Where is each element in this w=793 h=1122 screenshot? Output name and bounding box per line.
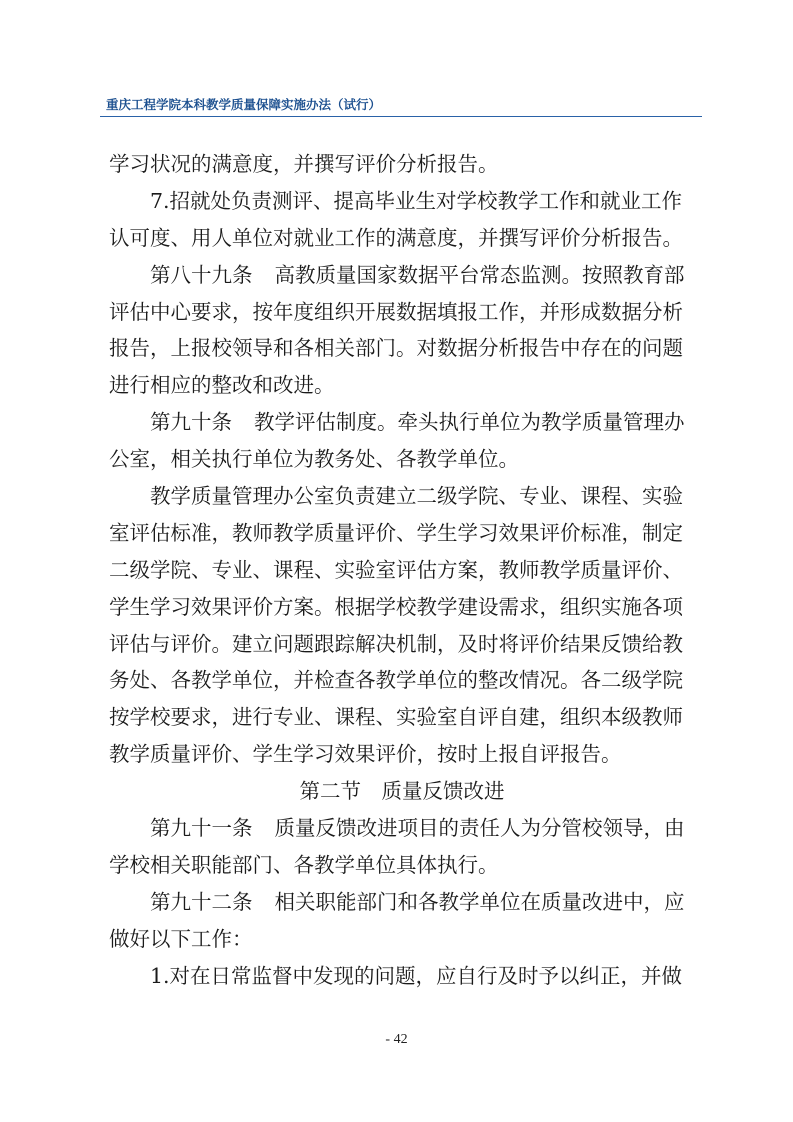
running-header xyxy=(100,92,702,120)
article-line xyxy=(109,884,695,921)
text-line: 室评估标准，教师教学质量评价、学生学习效果评价标准，制定 xyxy=(109,520,683,545)
article-text: 教学评估制度。牵头执行单位为教学质量管理办 xyxy=(254,410,685,435)
text-line: 认可度、用人单位对就业工作的满意度，并撰写评价分析报告。 xyxy=(109,225,683,250)
text-line: 评估与评价。建立问题跟踪解决机制，及时将评价结果反馈给教 xyxy=(109,631,683,656)
article-number: 第九十二条 xyxy=(150,889,253,914)
text-line: 进行相应的整改和改进。 xyxy=(109,373,335,398)
article-line xyxy=(109,404,695,441)
text-line: 教学质量评价、学生学习效果评价，按时上报自评报告。 xyxy=(109,742,622,767)
document-body xyxy=(109,146,695,994)
page-number: - 42 xyxy=(385,1032,408,1047)
article-number: 第九十条 xyxy=(150,410,232,435)
article-text: 高教质量国家数据平台常态监测。按照教育部 xyxy=(274,262,685,287)
text-line: 务处、各教学单位，并检查各教学单位的整改情况。各二级学院 xyxy=(109,668,683,693)
text-line: 公室，相关执行单位为教务处、各教学单位。 xyxy=(109,447,519,472)
article-line xyxy=(109,257,695,294)
text-line: 按学校要求，进行专业、课程、实验室自评自建，组织本级教师 xyxy=(109,705,683,730)
text-line: 教学质量管理办公室负责建立二级学院、专业、课程、实验 xyxy=(150,484,683,509)
text-line: 学习状况的满意度，并撰写评价分析报告。 xyxy=(109,152,499,176)
text-line: 1.对在日常监督中发现的问题，应自行及时予以纠正，并做 xyxy=(150,963,683,988)
article-number: 第八十九条 xyxy=(150,262,253,287)
text-line: 7.招就处负责测评、提高毕业生对学校教学工作和就业工作 xyxy=(150,188,683,213)
article-text: 相关职能部门和各教学单位在质量改进中，应 xyxy=(274,889,685,914)
header-title: 重庆工程学院本科教学质量保障实施办法（试行） xyxy=(106,97,382,112)
article-line xyxy=(109,810,695,847)
text-line: 评估中心要求，按年度组织开展数据填报工作，并形成数据分析 xyxy=(109,299,683,324)
section-heading: 第二节 质量反馈改进 xyxy=(299,779,505,804)
header-divider xyxy=(100,116,702,117)
text-line: 做好以下工作： xyxy=(109,926,253,951)
text-line: 二级学院、专业、课程、实验室评估方案，教师教学质量评价、 xyxy=(109,557,683,582)
text-line: 学校相关职能部门、各教学单位具体执行。 xyxy=(109,852,499,877)
article-number: 第九十一条 xyxy=(150,816,253,841)
article-text: 质量反馈改进项目的责任人为分管校领导，由 xyxy=(274,816,685,841)
text-line: 报告，上报校领导和各相关部门。对数据分析报告中存在的问题 xyxy=(109,336,683,361)
text-line: 学生学习效果评价方案。根据学校教学建设需求，组织实施各项 xyxy=(109,594,683,619)
